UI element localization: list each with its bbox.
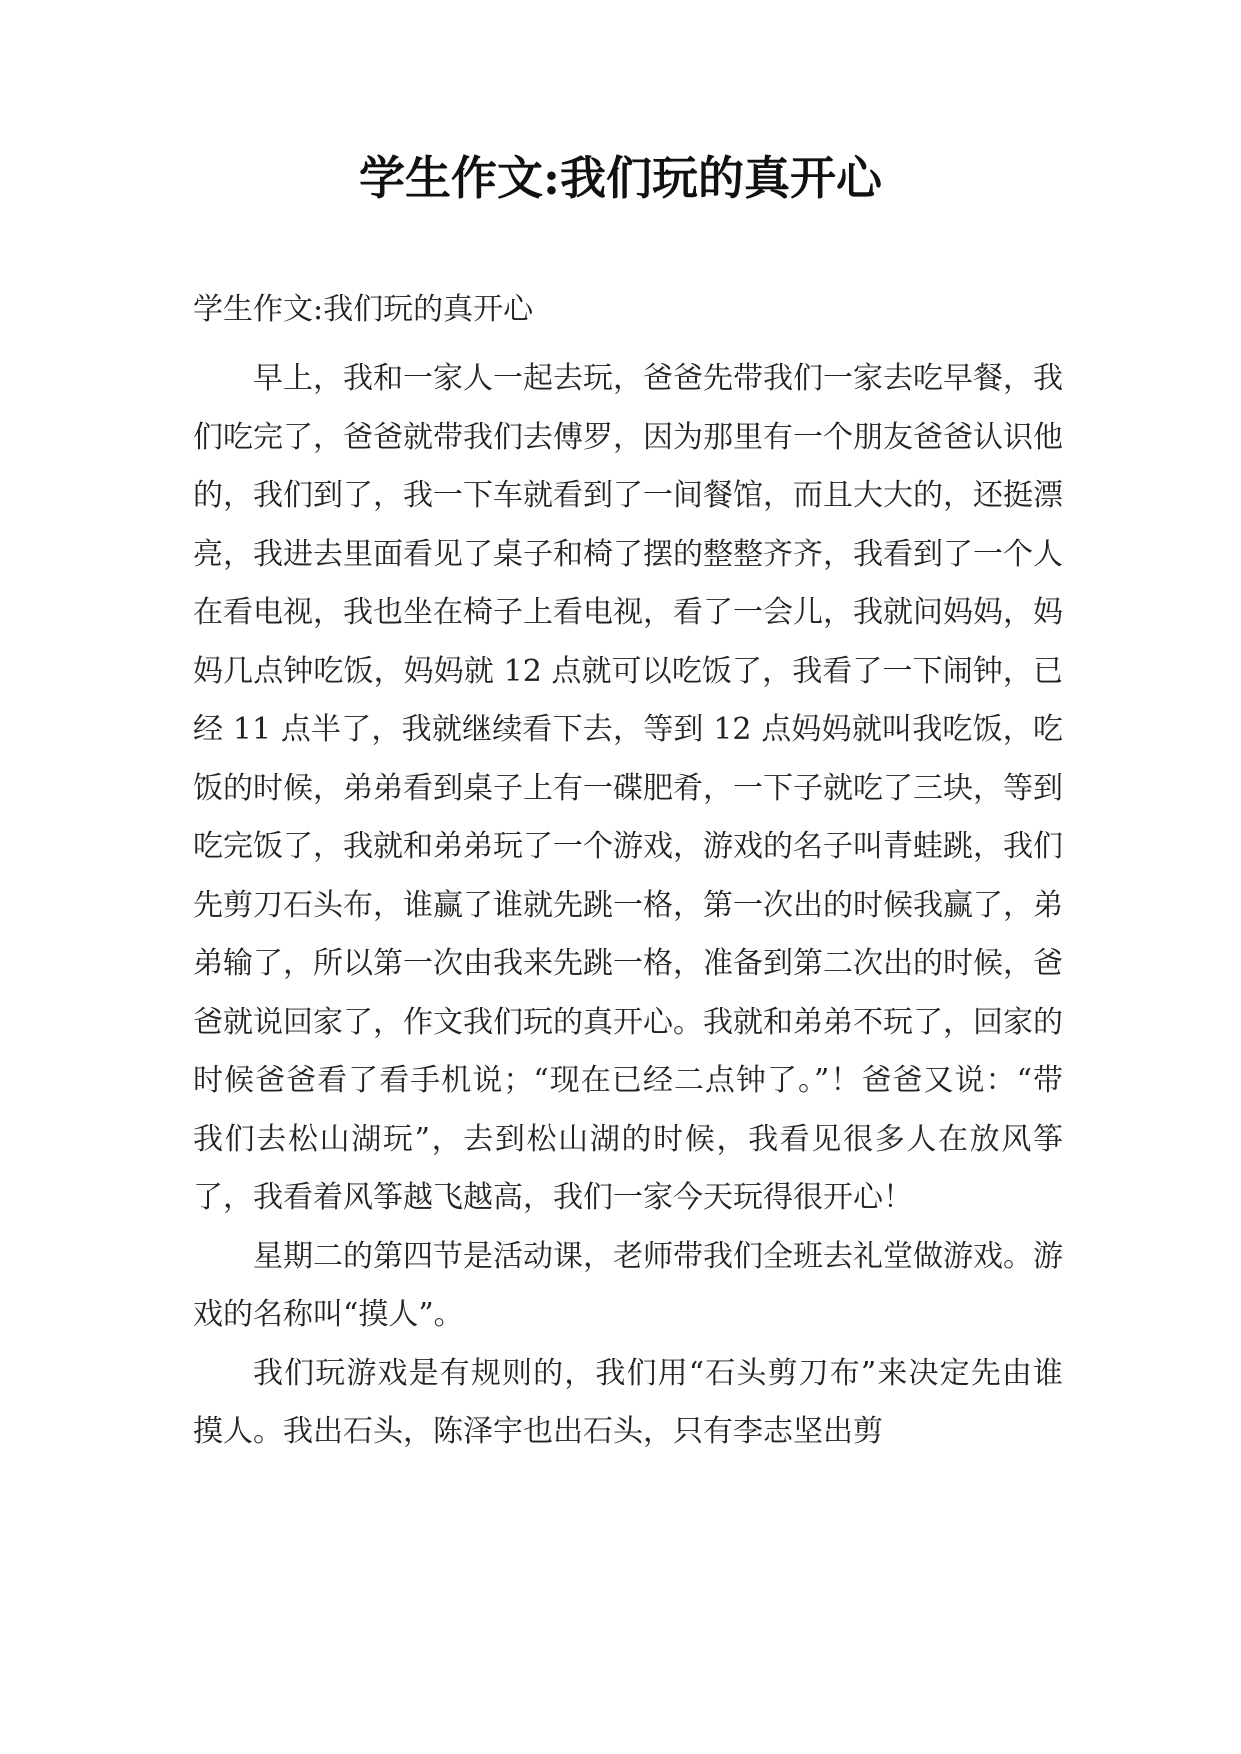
- paragraph: 我们玩游戏是有规则的，我们用“石头剪刀布”来决定先由谁摸人。我出石头，陈泽宇也出石头，只有李志坚出剪: [193, 1355, 1063, 1449]
- document-title: 学生作文:我们玩的真开心: [359, 151, 882, 205]
- document-subtitle: 学生作文:我们玩的真开心: [193, 292, 534, 327]
- document-body: [193, 350, 1063, 1462]
- paragraph: 星期二的第四节是活动课，老师带我们全班去礼堂做游戏。游戏的名称叫“摸人”。: [193, 1238, 1063, 1332]
- paragraph: 早上，我和一家人一起去玩，爸爸先带我们一家去吃早餐，我们吃完了，爸爸就带我们去傅罗，因为那里有一个朋友爸爸认识他的，我们到了，我一下车就看到了一间餐馆，而且大大的，还挺漂亮，我进去里面看见了桌子和椅了摆的整整齐齐，我看到了一个人在看电视，我也坐在椅子上看电视，看了一会儿，我就问妈妈，妈妈几点钟吃饭，妈妈就 12 点就可以吃饭了，我看了一下闹钟，已经 11 点半了，我就继续看下去，等到 12 点妈妈就叫我吃饭，吃饭的时候，弟弟看到桌子上有一碟肥肴，一下子就吃了三块，等到吃完饭了，我就和弟弟玩了一个游戏，游戏的名子叫青蛙跳，我们先剪刀石头布，谁赢了谁就先跳一格，第一次出的时候我赢了，弟弟输了，所以第一次由我来先跳一格，准备到第二次出的时候，爸爸就说回家了，作文我们玩的真开心。我就和弟弟不玩了，回家的时候爸爸看了看手机说；“现在已经二点钟了。”！爸爸又说：“带我们去松山湖玩”，去到松山湖的时候，我看见很多人在放风筝了，我看着风筝越飞越高，我们一家今天玩得很开心！: [193, 361, 1063, 1215]
